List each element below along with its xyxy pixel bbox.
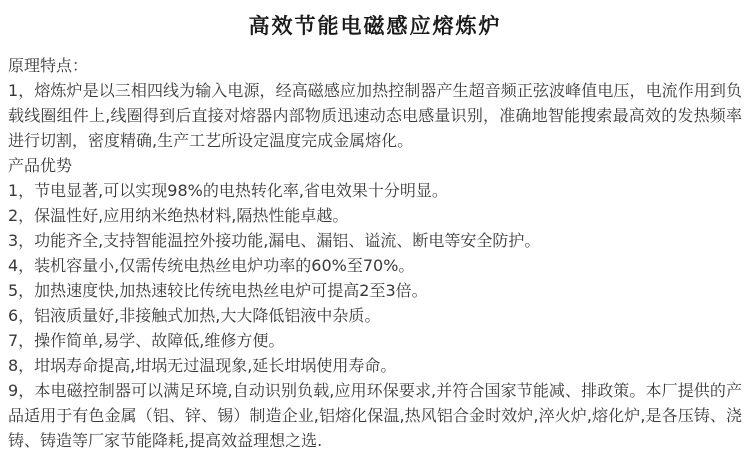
advantages-heading: 产品优势 <box>8 156 73 175</box>
advantage-item: 4，装机容量小,仅需传统电热丝电炉功率的60%至70%。 <box>8 256 415 275</box>
advantage-item: 9，本电磁控制器可以满足环境,自动识别负载,应用环保要求,并符合国家节能减、排政策。本厂提供的产品适用于有色金属（铝、锌、锡）制造企业,铝熔化保温,热风铝合金时效炉,淬火炉,熔化炉,是各压铸、浇铸、铸造等厂家节能降耗,提高效益理想之选. <box>8 381 742 450</box>
principle-paragraph: 1，熔炼炉是以三相四线为输入电源，经高磁感应加热控制器产生超音频正弦波峰值电压，电流作用到负载线圈组件上,线圈得到后直接对熔器内部物质迅速动态电感量识别，准确地智能搜索最高效的发热频率进行切割，密度精确,生产工艺所设定温度完成金属熔化。 <box>8 81 742 150</box>
advantage-item: 6，铝液质量好,非接触式加热,大大降低铝液中杂质。 <box>8 306 381 325</box>
advantage-item: 8，坩埚寿命提高,坩埚无过温现象,延长坩埚使用寿命。 <box>8 356 397 375</box>
principle-heading: 原理特点： <box>8 56 89 75</box>
advantage-item: 7，操作简单,易学、故障低,维修方便。 <box>8 331 285 350</box>
page-title: 高效节能电磁感应熔炼炉 <box>248 14 502 38</box>
advantage-item: 2，保温性好,应用纳米绝热材料,隔热性能卓越。 <box>8 206 349 225</box>
advantages-section <box>8 153 742 453</box>
advantage-item: 1，节电显著,可以实现98%的电热转化率,省电效果十分明显。 <box>8 181 448 200</box>
principle-section <box>8 53 742 153</box>
advantage-item: 5，加热速度快,加热速较比传统电热丝电炉可提高2至3倍。 <box>8 281 428 300</box>
advantage-item: 3，功能齐全,支持智能温控外接功能,漏电、漏铝、谥流、断电等安全防护。 <box>8 231 541 250</box>
